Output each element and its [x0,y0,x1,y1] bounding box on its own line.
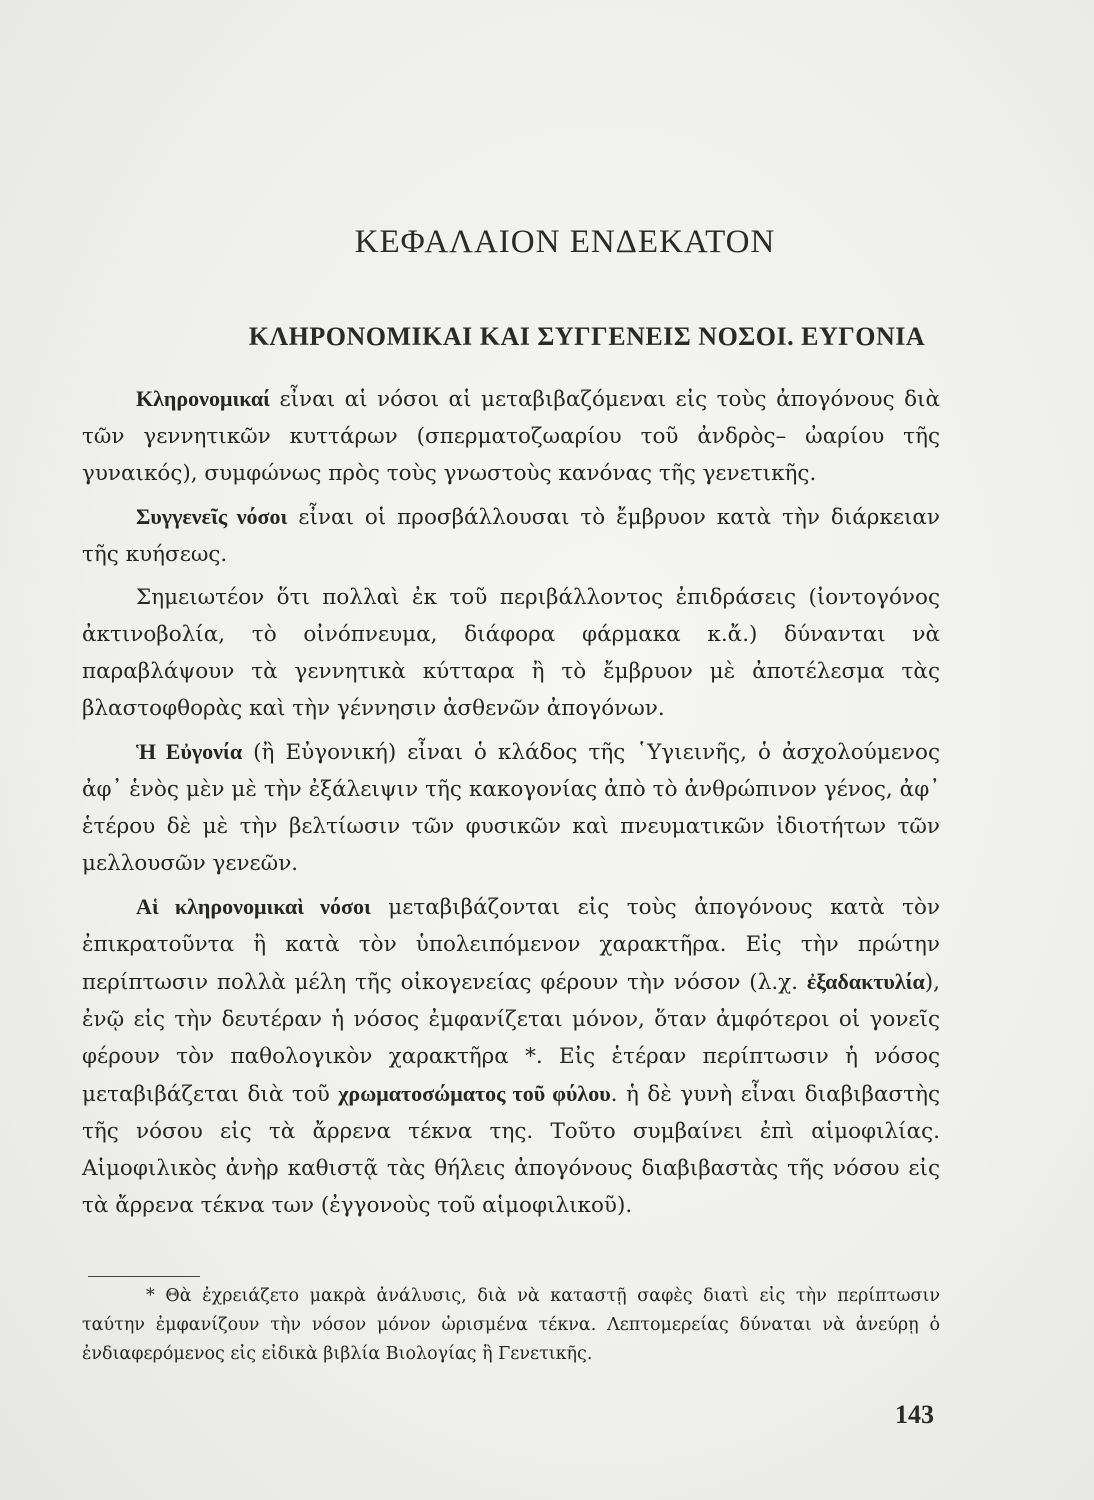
emphasis-term: χρωματοσώματος τοῦ φύλου [338,1081,611,1106]
chapter-title: ΚΕΦΑΛΑΙΟΝ ΕΝΔΕΚΑΤΟΝ [354,224,776,260]
paragraph-congenital [82,498,940,573]
paragraph-text: μεταβιβάζονται εἰς τοὺς ἀπογόνους κατὰ τὸν ἐπικρατοῦντα ἢ κατὰ τὸν ὑπολειπόμενον χαρακτῆρα. Εἰς τὴν πρώτην περίπτωσιν πολλὰ μέλη τῆς οἰκογενείας φέρουν τὴν νόσον (λ.χ. [82,895,940,995]
page-number: 143 [895,1400,934,1429]
section-title: ΚΛΗΡΟΝΟΜΙΚΑΙ ΚΑΙ ΣΥΓΓΕΝΕΙΣ ΝΟΣΟΙ. ΕΥΓΟΝΙΑ [248,322,926,351]
paragraph-text: . ἡ δὲ γυνὴ εἶναι διαβιβαστὴς τῆς νόσου εἰς τὰ ἄρρενα τέκνα της. Τοῦτο συμβαίνει ἐπὶ αἱμοφιλίας. Αἱμοφιλικὸς ἀνὴρ καθιστᾷ τὰς θήλεις ἀπογόνους διαβιβαστὰς τῆς νόσου εἰς τὰ ἄρρενα τέκνα των (ἐγγονοὺς τοῦ αἱμοφιλικοῦ). [82,1082,940,1218]
paragraph-eugenics [82,733,940,882]
paragraph-lead: Συγγενεῖς νόσοι [136,504,288,529]
paragraph-text: Σημειωτέον ὅτι πολλαὶ ἐκ τοῦ περιβάλλοντος ἐπιδράσεις (ἰοντογόνος ἀκτινοβολία, τὸ οἰνόπνευμα, διάφορα φάρμακα κ.ἄ.) δύνανται νὰ παραβλάψουν τὰ γεννητικὰ κύτταρα ἢ τὸ ἔμβρυον μὲ ἀποτέλεσμα τὰς βλαστοφθορὰς καὶ τὴν γέννησιν ἀσθενῶν ἀπογόνων. [82,585,940,721]
paragraph-lead: Κληρονομικαί [136,386,270,411]
footnote-divider [88,1276,200,1277]
paragraph-environment [82,579,940,727]
paragraph-transmission [82,888,940,1224]
emphasis-term: ἐξαδακτυλία [806,969,925,994]
paragraph-text: ), ἐνῷ εἰς τὴν δευτέραν ἡ νόσος ἐμφανίζεται μόνον, ὅταν ἀμφότεροι οἱ γονεῖς φέρουν τὸν παθολογικὸν χαρακτῆρα *. Εἰς ἑτέραν περίπτωσιν ἡ νόσος μεταβιβάζεται διὰ τοῦ [82,970,940,1107]
footnote: * Θὰ ἐχρειάζετο μακρὰ ἀνάλυσις, διὰ νὰ καταστῇ σαφὲς διατὶ εἰς τὴν περίπτωσιν ταύτην ἐμφανίζουν τὴν νόσον μόνον ὡρισμένα τέκνα. Λεπτομερείας δύναται νὰ ἀνεύρῃ ὁ ἐνδιαφερόμενος εἰς εἰδικὰ βιβλία Βιολογίας ἢ Γενετικῆς. [82,1286,940,1364]
paragraph-text: εἶναι αἱ νόσοι αἱ μεταβιβαζόμεναι εἰς τοὺς ἀπογόνους διὰ τῶν γεννητικῶν κυττάρων (σπερματοζωαρίου τοῦ ἀνδρὸς– ὠαρίου τῆς γυναικός), συμφώνως πρὸς τοὺς γνωστοὺς κανόνας τῆς γενετικῆς. [82,387,940,486]
paragraph-hereditary [82,380,940,492]
paragraph-lead: Ἡ Εὐγονία [136,739,243,764]
paragraph-text: (ἢ Εὐγονική) εἶναι ὁ κλάδος τῆς ῾Υγιεινῆς, ὁ ἀσχολούμενος ἀφ᾿ ἑνὸς μὲν μὲ τὴν ἐξάλειψιν τῆς κακογονίας ἀπὸ τὸ ἀνθρώπινον γένος, ἀφ᾿ ἑτέρου δὲ μὲ τὴν βελτίωσιν τῶν φυσικῶν καὶ πνευματικῶν ἰδιοτήτων τῶν μελλουσῶν γενεῶν. [82,740,940,876]
paragraph-text: εἶναι οἱ προσβάλλουσαι τὸ ἔμβρυον κατὰ τὴν διάρκειαν τῆς κυήσεως. [82,505,941,567]
paragraph-lead: Αἱ κληρονομικαὶ νόσοι [136,894,371,919]
body-text [82,380,940,1224]
